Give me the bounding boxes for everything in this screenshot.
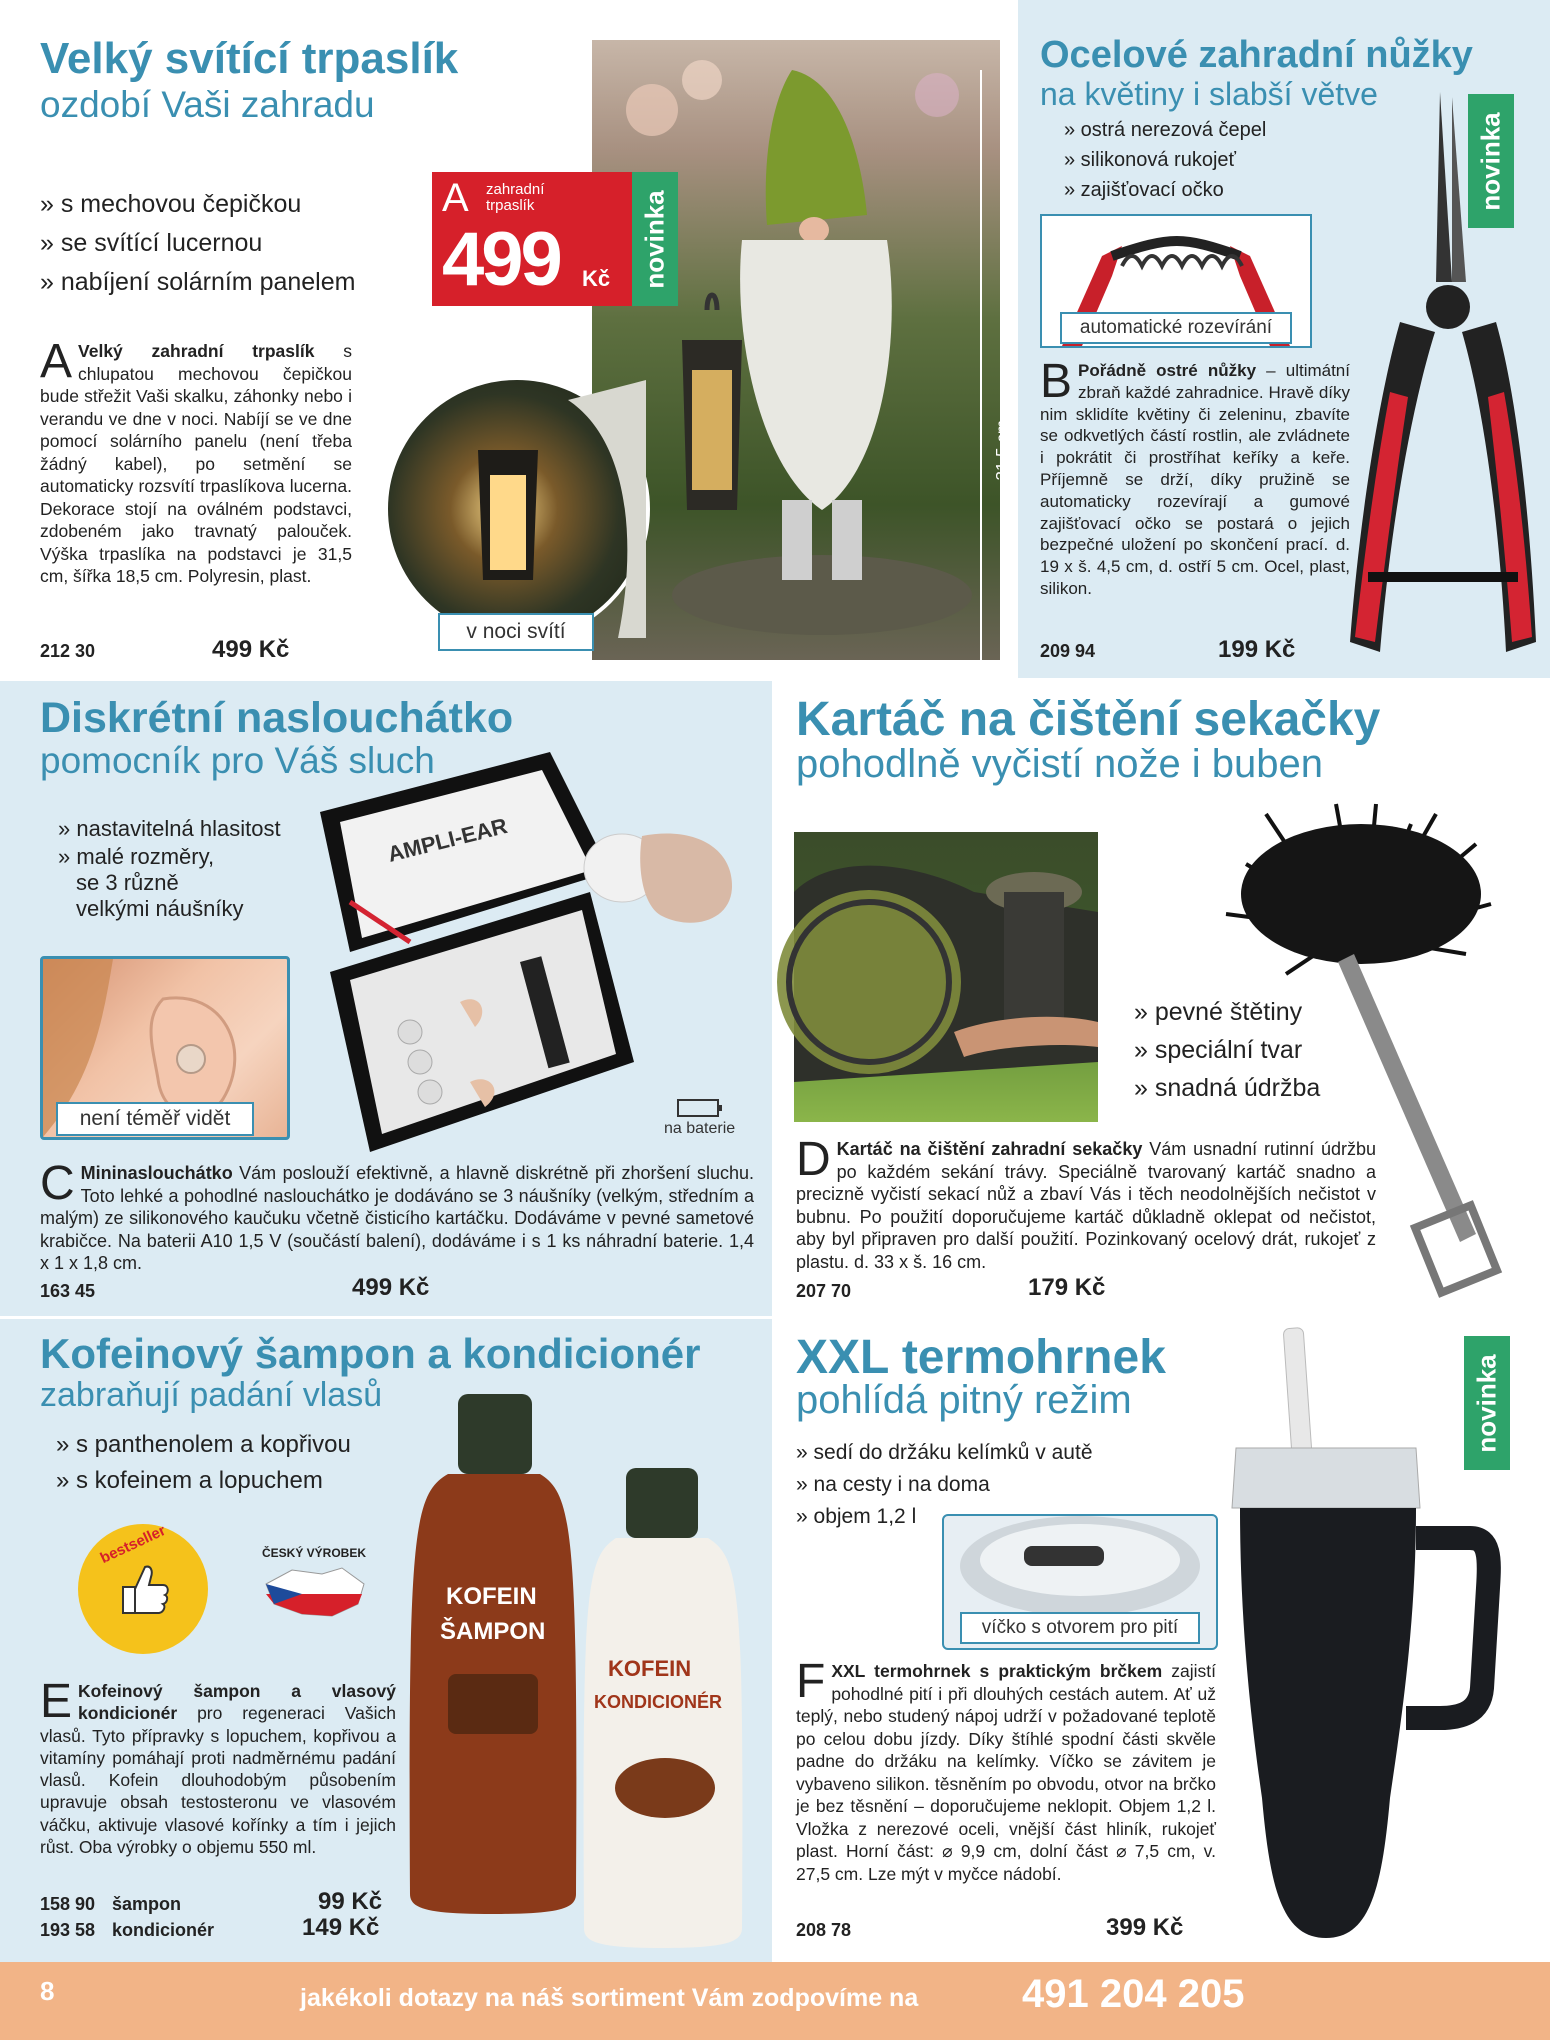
feature-item: » snadná údržba <box>1134 1074 1321 1102</box>
novinka-label: novinka <box>1475 111 1506 211</box>
product-title: Kofeinový šampon a kondicionér <box>40 1330 701 1377</box>
product-subtitle: na květiny i slabší větve <box>1040 76 1378 112</box>
czech-product-label: ČESKÝ VÝROBEK <box>262 1546 367 1560</box>
gnome-illustration <box>592 40 1000 660</box>
product-panel-c <box>0 680 774 1318</box>
height-line <box>980 70 982 660</box>
feature-item: » zajišťovací očko <box>1064 179 1224 201</box>
description-text: Vám poslouží efektivně, a hlavně diskrétně při zhoršení sluchu. Toto lehké a pohodlné naslouchátko je dodáváno se 3 náušníky (velkým, středním a malým) ze silikonového kaučuku včetně čisticího kartáčku. Dodáváme v pevné sametové krabičce. Na baterii A10 1,5 V (součástí balení), dodáváme i s 1 ks náhradní baterie. 1,4 x 1 x 1,8 cm. <box>40 1163 754 1273</box>
feature-list <box>40 188 355 305</box>
feature-item: se 3 různě <box>76 870 179 895</box>
description-bold: XXL termohrnek s praktickým brčkem <box>831 1661 1163 1681</box>
feature-item: » s panthenolem a kopřivou <box>56 1431 351 1458</box>
product-price: 179 Kč <box>1028 1274 1106 1301</box>
product-letter: C <box>40 1157 75 1210</box>
product-letter: B <box>1040 355 1073 408</box>
product-code: 163 45 <box>40 1281 96 1301</box>
product-subtitle: pohodlně vyčistí nože i buben <box>796 742 1324 786</box>
lawn-mower-photo <box>794 832 1098 1122</box>
svg-text:KOFEIN: KOFEIN <box>608 1656 692 1681</box>
product-code: 212 30 <box>40 641 96 661</box>
product-price: 399 Kč <box>1106 1914 1184 1941</box>
description-text: zajistí pohodlné pití i při dlouhých cestách autem. Ať už teplý, nebo studený nápoj udrží v požadované teplotě po celou dobu jízdy. Díky štíhlé spodní části skvěle padne do držáku na kelímky. Víčko se závitem je vybaveno silikon. těsněním po obvodu, otvor na brčko je bez těsnění – doporučujeme neklopit. Objem 1,2 l. Vložka z nerezové oceli, vnější část hliník, rukojeť plast. Horní část: ⌀ 9,9 cm, dolní část ⌀ 7,5 cm, v. 27,5 cm. Lze mýt v myčce nádobí. <box>796 1661 1216 1884</box>
product-letter: A <box>40 335 73 388</box>
image-caption: v noci svítí <box>438 613 594 651</box>
novinka-label: novinka <box>1471 1353 1502 1453</box>
tumbler-photo <box>1220 1328 1490 1948</box>
product-title: Kartáč na čištění sekačky <box>796 693 1381 746</box>
description-bold: Kofeinový šampon a vlasový kondicionér <box>78 1681 396 1724</box>
novinka-badge <box>632 172 678 306</box>
feature-list <box>58 816 281 922</box>
product-title: XXL termohrnek <box>796 1331 1166 1384</box>
feature-item: » speciální tvar <box>1134 1036 1303 1064</box>
product-letter: F <box>796 1655 826 1708</box>
novinka-label: novinka <box>639 189 670 289</box>
product-panel-d <box>774 680 1550 1318</box>
product-subtitle: ozdobí Vaši zahradu <box>40 84 375 125</box>
product-panel-f <box>774 1318 1550 1962</box>
product-price: 499 Kč <box>352 1274 430 1301</box>
feature-list <box>56 1430 351 1502</box>
product-subtitle: pohlídá pitný režim <box>796 1378 1132 1422</box>
feature-item: » pevné štětiny <box>1134 998 1303 1026</box>
svg-text:KONDICIONÉR: KONDICIONÉR <box>594 1692 723 1712</box>
section-divider <box>0 1316 1550 1319</box>
badge-letter: A <box>442 176 469 220</box>
product-price: 499 Kč <box>212 636 290 663</box>
product-description <box>40 335 352 588</box>
product-price: 199 Kč <box>1218 636 1296 663</box>
shampoo-bottle-photo <box>408 1394 578 1914</box>
conditioner-bottle-illustration <box>580 1468 746 1948</box>
conditioner-bottle-photo <box>580 1468 746 1948</box>
badge-price: 499 <box>442 217 560 302</box>
description-bold: Mininaslouchátko <box>80 1163 233 1183</box>
product-title: Diskrétní naslouchátko <box>40 694 514 742</box>
feature-item: » nabíjení solárním panelem <box>40 268 356 296</box>
page-footer <box>0 1962 1550 2040</box>
product-description <box>796 1133 1376 1273</box>
feature-item: » ostrá nerezová čepel <box>1064 119 1267 141</box>
feature-item: » s kofeinem a lopuchem <box>56 1467 323 1494</box>
footer-phone[interactable]: 491 204 205 <box>1022 1972 1245 2016</box>
product-subtitle: zabraňují padání vlasů <box>40 1376 383 1414</box>
image-caption: není téměř vidět <box>56 1102 254 1136</box>
product-code: 209 94 <box>1040 641 1096 661</box>
product-code: 193 58 <box>40 1920 96 1940</box>
product-price: 99 Kč <box>318 1888 383 1915</box>
product-variant-name: kondicionér <box>112 1920 215 1940</box>
czech-map-icon <box>262 1564 368 1624</box>
product-description <box>40 1675 396 1858</box>
feature-item: » objem 1,2 l <box>796 1505 917 1528</box>
feature-item: » nastavitelná hlasitost <box>58 816 281 841</box>
feature-item: » s mechovou čepičkou <box>40 190 302 218</box>
feature-item: » silikonová rukojeť <box>1064 149 1237 171</box>
tumbler-illustration <box>1220 1328 1490 1948</box>
footer-message: jakékoli dotazy na náš sortiment Vám zodpovíme na <box>300 1984 919 2012</box>
product-price: 149 Kč <box>302 1914 380 1941</box>
lantern-illustration <box>388 380 646 638</box>
battery-label: na baterie <box>664 1120 736 1137</box>
product-panel-a <box>0 0 1018 680</box>
image-caption: automatické rozevírání <box>1060 312 1292 344</box>
badge-label: zahradní trpaslík <box>486 181 545 214</box>
feature-item: » se svítící lucernou <box>40 229 263 257</box>
description-text: – ultimátní zbraň každé zahradnice. Hravě díky nim sklidíte květiny či zeleninu, zbavíte se odkvetlých částí rostlin, ale zvládnete i pokrátit či prostříhat keříky a keře. Příjemně se drží, díky pružině se automaticky rozevírají a gumové zajišťovací očko se postará o jejich bezpečné uložení po skončení prací. d. 19 x š. 4,5 cm, d. ostří 5 cm. Ocel, plast, silikon. <box>1040 361 1350 598</box>
product-panel-b <box>1018 0 1550 680</box>
description-bold: Pořádně ostré nůžky <box>1078 361 1257 380</box>
hearing-aid-case-photo <box>310 752 634 1152</box>
novinka-badge <box>1464 1336 1510 1470</box>
hearing-aid-photo <box>582 816 742 934</box>
bestseller-label: bestseller <box>97 1521 169 1568</box>
product-title: Ocelové zahradní nůžky <box>1040 34 1473 76</box>
product-subtitle: pomocník pro Váš sluch <box>40 740 435 781</box>
thumbs-up-icon <box>113 1559 173 1619</box>
product-code: 208 78 <box>796 1920 852 1940</box>
product-description <box>1040 355 1350 600</box>
product-letter: E <box>40 1675 73 1728</box>
product-title: Velký svítící trpaslík <box>40 34 459 83</box>
bestseller-seal <box>78 1521 208 1654</box>
description-text: pro regeneraci Vašich vlasů. Tyto přípravky s lopuchem, kopřivou a vitamíny pomáhají proti nadměrnému padání vlasů. Kofein dlouhodobým působením upravuje obsah testosteronu ve vlasovém váčku, aktivuje vlasové kořínky a tím i jejich růst. Oba výrobky o objemu 550 ml. <box>40 1703 396 1858</box>
page-number: 8 <box>40 1976 55 2006</box>
description-bold: Velký zahradní trpaslík <box>78 341 315 361</box>
svg-text:KOFEIN: KOFEIN <box>446 1583 537 1610</box>
product-letter: D <box>796 1133 831 1186</box>
shampoo-bottle-illustration <box>408 1394 578 1914</box>
product-description <box>796 1655 1216 1885</box>
description-bold: Kartáč na čištění zahradní sekačky <box>836 1139 1143 1159</box>
product-panel-e <box>0 1318 774 1962</box>
lantern-night-photo <box>384 376 650 642</box>
feature-item: » malé rozměry, <box>58 844 215 869</box>
section-divider <box>0 678 1550 681</box>
feature-item: » na cesty i na doma <box>796 1473 990 1496</box>
novinka-badge <box>1468 94 1514 228</box>
product-variant-name: šampon <box>112 1894 182 1914</box>
section-divider <box>772 680 775 1962</box>
price-badge <box>432 172 632 306</box>
description-text: s chlupatou mechovou čepičkou bude střežit Vaši skalku, záhonky nebo i verandu ve dne v noci. Nabíjí se ve dne pomocí solárního panelu (není třeba žádný kabel), po setmění se automaticky rozsvítí trpaslíkova lucerna. Dekorace stojí na oválném podstavci, zdobeném jako travnatý palouček. Výška trpaslíka na podstavci je 31,5 cm, šířka 18,5 cm. Polyresin, plast. <box>40 341 352 586</box>
case-illustration <box>310 752 634 1152</box>
product-code: 158 90 <box>40 1894 96 1914</box>
height-label: 31,5 cm <box>992 420 1011 481</box>
svg-text:AMPLI-EAR: AMPLI-EAR <box>385 813 510 867</box>
feature-list <box>1064 118 1266 208</box>
mower-illustration <box>794 832 1098 1122</box>
svg-text:ŠAMPON: ŠAMPON <box>440 1618 546 1645</box>
feature-item: » sedí do držáku kelímků v autě <box>796 1441 1093 1464</box>
feature-item: velkými náušníky <box>76 896 244 921</box>
badge-currency: Kč <box>582 266 611 291</box>
product-description <box>40 1157 754 1275</box>
product-code: 207 70 <box>796 1281 852 1301</box>
gnome-photo <box>592 40 1011 660</box>
image-caption: víčko s otvorem pro pití <box>960 1612 1200 1644</box>
hearing-aid-illustration <box>582 816 742 934</box>
description-text: Vám usnadní rutinní údržbu po každém sekání trávy. Speciálně tvarovaný kartáč snadno a precizně vyčistí sekací nůž a zbaví Vás i těch neodolnějších nečistot v bubnu. Po použití doporučujeme kartáč důkladně oklepat od nečistot, aby byl připraven pro další použití. Pozinkovaný ocelový drát, rukojeť z plastu. d. 33 x š. 16 cm. <box>796 1139 1376 1272</box>
